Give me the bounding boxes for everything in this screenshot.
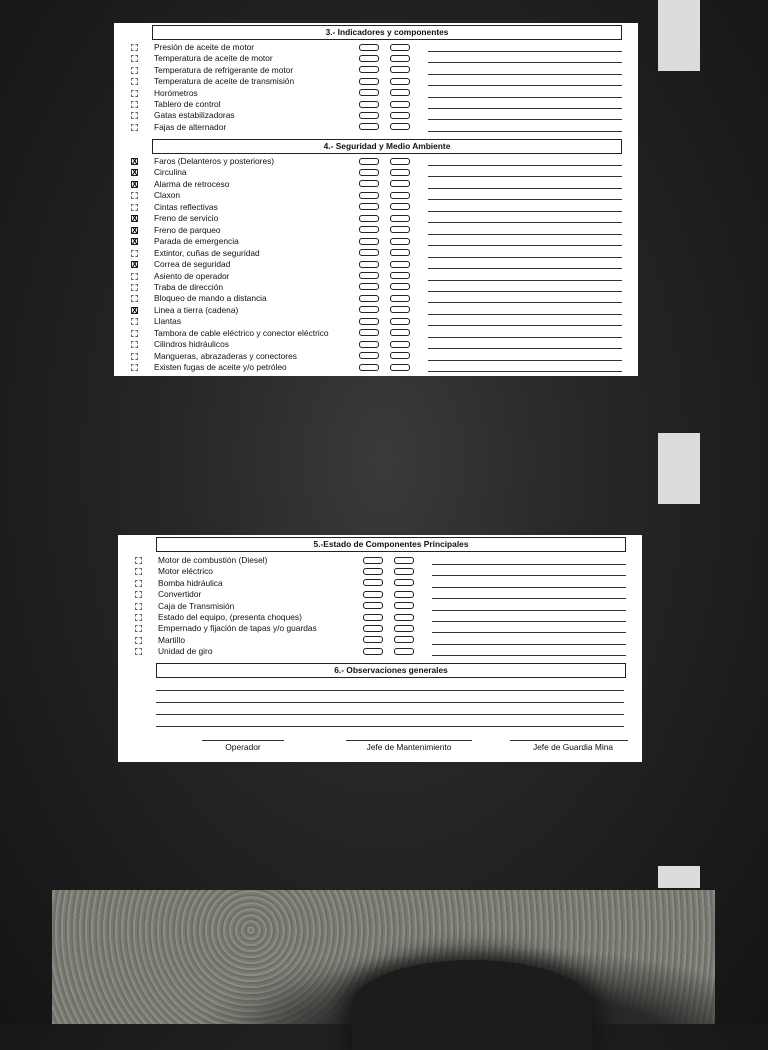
row-label: Alarma de retroceso	[154, 178, 230, 189]
comment-line[interactable]	[428, 371, 622, 372]
status-box-fail[interactable]	[394, 636, 414, 643]
row-checkbox[interactable]	[131, 90, 138, 97]
row-checkbox[interactable]	[131, 101, 138, 108]
checklist-row	[118, 589, 642, 600]
row-checkbox[interactable]	[135, 637, 142, 644]
observation-line	[156, 714, 624, 715]
row-label: Martillo	[158, 634, 185, 645]
signature-jefe-guardia-mina: Jefe de Guardia Mina	[532, 742, 614, 752]
row-checkbox[interactable]	[131, 78, 138, 85]
comment-line[interactable]	[432, 575, 626, 576]
status-box-ok[interactable]	[359, 112, 379, 119]
checklist-row	[114, 167, 638, 178]
status-box-ok[interactable]	[363, 648, 383, 655]
checklist-row	[114, 213, 638, 224]
row-checkbox[interactable]	[135, 648, 142, 655]
status-box-fail[interactable]	[390, 283, 410, 290]
checklist-row	[114, 351, 638, 362]
comment-line[interactable]	[428, 85, 622, 86]
status-box-fail[interactable]	[394, 648, 414, 655]
status-box-fail[interactable]	[390, 306, 410, 313]
status-box-ok[interactable]	[359, 180, 379, 187]
comment-line[interactable]	[428, 268, 622, 269]
status-box-ok[interactable]	[359, 101, 379, 108]
comment-line[interactable]	[428, 302, 622, 303]
checklist-row	[114, 305, 638, 316]
status-box-ok[interactable]	[359, 341, 379, 348]
status-box-fail[interactable]	[390, 352, 410, 359]
row-checkbox[interactable]	[131, 284, 138, 291]
row-checkbox[interactable]	[131, 330, 138, 337]
status-box-ok[interactable]	[359, 272, 379, 279]
status-box-fail[interactable]	[394, 614, 414, 621]
status-box-ok[interactable]	[363, 614, 383, 621]
status-box-fail[interactable]	[390, 203, 410, 210]
status-box-ok[interactable]	[359, 44, 379, 51]
row-checkbox[interactable]	[135, 591, 142, 598]
row-label: Cilindros hidráulicos	[154, 339, 229, 350]
checklist-row	[114, 316, 638, 327]
row-checkbox[interactable]: X	[132, 225, 138, 235]
row-label: Estado del equipo, (presenta choques)	[158, 612, 302, 622]
status-box-ok[interactable]	[359, 215, 379, 222]
checklist-row	[118, 635, 642, 646]
checklist-row	[114, 76, 638, 87]
comment-line[interactable]	[428, 62, 622, 63]
status-box-ok[interactable]	[359, 55, 379, 62]
checklist-row	[114, 88, 638, 99]
row-label: Parada de emergencia	[154, 236, 239, 247]
row-label: Freno de parqueo	[154, 224, 221, 235]
status-box-ok[interactable]	[363, 625, 383, 632]
comment-line[interactable]	[428, 245, 622, 246]
row-checkbox[interactable]	[131, 364, 138, 371]
status-box-fail[interactable]	[390, 318, 410, 325]
signature-line-guardia	[510, 740, 628, 741]
status-box-ok[interactable]	[359, 352, 379, 359]
checklist-row	[114, 328, 638, 339]
status-box-ok[interactable]	[359, 261, 379, 268]
comment-line[interactable]	[432, 655, 626, 656]
status-box-ok[interactable]	[359, 295, 379, 302]
comment-line[interactable]	[428, 211, 622, 212]
row-checkbox[interactable]	[135, 557, 142, 564]
checklist-row	[114, 42, 638, 53]
status-box-ok[interactable]	[359, 283, 379, 290]
row-checkbox[interactable]	[131, 55, 138, 62]
row-label: Temperatura de aceite de transmisión	[154, 76, 295, 87]
comment-line[interactable]	[428, 314, 622, 315]
checklist-row	[118, 601, 642, 612]
signature-line-mantenimiento	[346, 740, 472, 741]
status-box-fail[interactable]	[394, 568, 414, 575]
checklist-row	[114, 110, 638, 121]
row-checkbox[interactable]: X	[132, 157, 138, 166]
status-box-fail[interactable]	[390, 329, 410, 336]
status-box-ok[interactable]	[363, 568, 383, 575]
checklist-row	[114, 202, 638, 213]
status-box-ok[interactable]	[359, 192, 379, 199]
checklist-row	[118, 646, 642, 657]
row-label: Freno de servicio	[154, 213, 219, 224]
row-label: Unidad de giro	[158, 646, 213, 657]
comment-line[interactable]	[428, 165, 622, 166]
status-box-ok[interactable]	[359, 238, 379, 245]
checklist-row	[114, 339, 638, 350]
observation-line	[156, 690, 624, 691]
row-checkbox[interactable]: X	[132, 179, 138, 189]
status-box-ok[interactable]	[359, 78, 379, 85]
row-checkbox[interactable]: X	[132, 305, 138, 315]
status-box-ok[interactable]	[359, 364, 379, 371]
status-box-fail[interactable]	[390, 78, 410, 85]
checklist-row	[118, 612, 642, 623]
row-label: Traba de dirección	[154, 281, 224, 292]
row-label: Tambora de cable eléctrico y conector eléctrico	[154, 327, 329, 338]
row-label: Motor eléctrico	[158, 566, 213, 577]
row-checkbox[interactable]: X	[132, 237, 138, 247]
row-label: Temperatura de refrigerante de motor	[154, 64, 294, 75]
row-checkbox[interactable]	[131, 112, 138, 119]
mine-tunnel-photo	[52, 890, 715, 1024]
row-label: Tablero de control	[154, 99, 221, 109]
row-checkbox[interactable]	[131, 204, 138, 211]
status-box-fail[interactable]	[390, 215, 410, 222]
checklist-row	[114, 293, 638, 304]
signature-line-operador	[202, 740, 284, 741]
comment-line[interactable]	[428, 360, 622, 361]
status-box-fail[interactable]	[390, 180, 410, 187]
status-box-fail[interactable]	[390, 341, 410, 348]
status-box-ok[interactable]	[359, 89, 379, 96]
status-box-ok[interactable]	[359, 158, 379, 165]
side-tab-1	[658, 0, 700, 71]
row-label: Linea a tierra (cadena)	[154, 304, 239, 315]
status-box-ok[interactable]	[363, 557, 383, 564]
comment-line[interactable]	[428, 337, 622, 338]
comment-line[interactable]	[432, 587, 626, 588]
checklist-row	[114, 236, 638, 247]
checklist-row	[114, 225, 638, 236]
status-box-fail[interactable]	[390, 55, 410, 62]
status-box-ok[interactable]	[359, 318, 379, 325]
comment-line[interactable]	[428, 119, 622, 120]
row-label: Existen fugas de aceite y/o petróleo	[154, 362, 287, 373]
row-checkbox[interactable]	[135, 625, 142, 632]
row-checkbox[interactable]: X	[132, 168, 138, 178]
status-box-ok[interactable]	[359, 66, 379, 73]
observation-line	[156, 726, 624, 727]
row-label: Mangueras, abrazaderas y conectores	[154, 350, 297, 361]
row-label: Correa de seguridad	[154, 259, 231, 270]
status-box-ok[interactable]	[359, 249, 379, 256]
row-checkbox[interactable]	[131, 318, 138, 325]
row-label: Cintas reflectivas	[154, 201, 218, 212]
row-checkbox[interactable]	[135, 603, 142, 610]
row-label: Asiento de operador	[154, 270, 230, 281]
row-label: Circulina	[154, 167, 187, 178]
comment-line[interactable]	[428, 257, 622, 258]
checklist-page-bottom	[117, 535, 642, 763]
status-box-fail[interactable]	[394, 557, 414, 564]
status-box-fail[interactable]	[394, 625, 414, 632]
row-label: Empernado y fijación de tapas y/o guardas	[158, 623, 317, 634]
row-label: Llantas	[154, 316, 182, 327]
side-tab-2	[658, 433, 700, 504]
comment-line[interactable]	[428, 131, 622, 132]
section6-title: 6.- Observaciones generales	[156, 663, 626, 678]
row-label: Caja de Transmisión	[158, 600, 235, 611]
checklist-row	[114, 179, 638, 190]
checklist-row	[114, 248, 638, 259]
comment-line[interactable]	[428, 176, 622, 177]
status-box-fail[interactable]	[390, 238, 410, 245]
status-box-fail[interactable]	[390, 44, 410, 51]
status-box-fail[interactable]	[390, 169, 410, 176]
comment-line[interactable]	[432, 632, 626, 633]
status-box-ok[interactable]	[359, 123, 379, 130]
row-checkbox[interactable]	[131, 353, 138, 360]
status-box-ok[interactable]	[363, 602, 383, 609]
status-box-fail[interactable]	[390, 89, 410, 96]
row-label: Horómetros	[154, 87, 198, 98]
comment-line[interactable]	[428, 234, 622, 235]
section4-title: 4.- Seguridad y Medio Ambiente	[152, 139, 622, 154]
checklist-row	[114, 99, 638, 110]
checklist-row	[118, 566, 642, 577]
row-checkbox[interactable]	[135, 568, 142, 575]
row-checkbox[interactable]	[135, 614, 142, 621]
status-box-ok[interactable]	[359, 169, 379, 176]
status-box-ok[interactable]	[363, 579, 383, 586]
status-box-ok[interactable]	[363, 591, 383, 598]
status-box-fail[interactable]	[390, 158, 410, 165]
status-box-fail[interactable]	[390, 364, 410, 371]
signature-operador: Operador	[225, 742, 261, 752]
checklist-row	[114, 122, 638, 133]
status-box-ok[interactable]	[359, 226, 379, 233]
comment-line[interactable]	[428, 280, 622, 281]
comment-line[interactable]	[432, 564, 626, 565]
checklist-row	[114, 65, 638, 76]
comment-line[interactable]	[428, 108, 622, 109]
signature-jefe-mantenimiento: Jefe de Mantenimiento	[366, 742, 452, 752]
row-checkbox[interactable]: X	[132, 260, 138, 270]
status-box-fail[interactable]	[390, 295, 410, 302]
comment-line[interactable]	[432, 644, 626, 645]
row-checkbox[interactable]	[131, 341, 138, 348]
comment-line[interactable]	[428, 188, 622, 189]
comment-line[interactable]	[428, 74, 622, 75]
row-label: Presión de aceite de motor	[154, 42, 255, 52]
row-label: Convertidor	[158, 589, 202, 600]
checklist-page-top	[113, 23, 638, 376]
checklist-row	[114, 259, 638, 270]
row-checkbox[interactable]	[131, 295, 138, 302]
side-tab-3	[658, 866, 700, 888]
row-label: Motor de combustión (Diesel)	[158, 555, 268, 565]
comment-line[interactable]	[428, 222, 622, 223]
observation-line	[156, 702, 624, 703]
row-label: Gatas estabilizadoras	[154, 110, 235, 121]
status-box-fail[interactable]	[390, 249, 410, 256]
section5-title: 5.-Estado de Componentes Principales	[156, 537, 626, 552]
row-checkbox[interactable]	[131, 124, 138, 131]
comment-line[interactable]	[428, 97, 622, 98]
row-checkbox[interactable]	[131, 192, 138, 199]
status-box-fail[interactable]	[394, 602, 414, 609]
status-box-fail[interactable]	[390, 123, 410, 130]
comment-line[interactable]	[428, 199, 622, 200]
row-checkbox[interactable]	[131, 67, 138, 74]
status-box-fail[interactable]	[394, 579, 414, 586]
checklist-row	[114, 156, 638, 167]
comment-line[interactable]	[428, 348, 622, 349]
status-box-fail[interactable]	[390, 226, 410, 233]
checklist-row	[118, 555, 642, 566]
status-box-fail[interactable]	[390, 101, 410, 108]
row-label: Bomba hidráulica	[158, 577, 223, 588]
row-label: Temperatura de aceite de motor	[154, 53, 273, 64]
row-label: Claxon	[154, 190, 181, 201]
checklist-row	[114, 362, 638, 373]
row-label: Bloqueo de mando a distancia	[154, 293, 267, 304]
row-checkbox[interactable]	[131, 273, 138, 280]
comment-line[interactable]	[428, 325, 622, 326]
row-checkbox[interactable]	[135, 580, 142, 587]
status-box-ok[interactable]	[363, 636, 383, 643]
section3-title: 3.- Indicadores y componentes	[152, 25, 622, 40]
row-label: Extintor, cuñas de seguridad	[154, 247, 260, 258]
status-box-fail[interactable]	[390, 192, 410, 199]
checklist-row	[114, 190, 638, 201]
status-box-ok[interactable]	[359, 329, 379, 336]
status-box-fail[interactable]	[390, 261, 410, 268]
comment-line[interactable]	[432, 621, 626, 622]
row-label: Faros (Delanteros y posteriores)	[154, 156, 275, 166]
comment-line[interactable]	[428, 51, 622, 52]
status-box-fail[interactable]	[390, 112, 410, 119]
status-box-fail[interactable]	[390, 66, 410, 73]
status-box-fail[interactable]	[394, 591, 414, 598]
row-checkbox[interactable]	[131, 250, 138, 257]
checklist-row	[118, 623, 642, 634]
checklist-row	[114, 53, 638, 64]
comment-line[interactable]	[428, 291, 622, 292]
row-label: Fajas de alternador	[154, 121, 227, 132]
checklist-row	[114, 271, 638, 282]
status-box-ok[interactable]	[359, 203, 379, 210]
comment-line[interactable]	[432, 610, 626, 611]
row-checkbox[interactable]	[131, 44, 138, 51]
checklist-row	[118, 578, 642, 589]
comment-line[interactable]	[432, 598, 626, 599]
checklist-row	[114, 282, 638, 293]
status-box-fail[interactable]	[390, 272, 410, 279]
row-checkbox[interactable]: X	[132, 214, 138, 224]
status-box-ok[interactable]	[359, 306, 379, 313]
